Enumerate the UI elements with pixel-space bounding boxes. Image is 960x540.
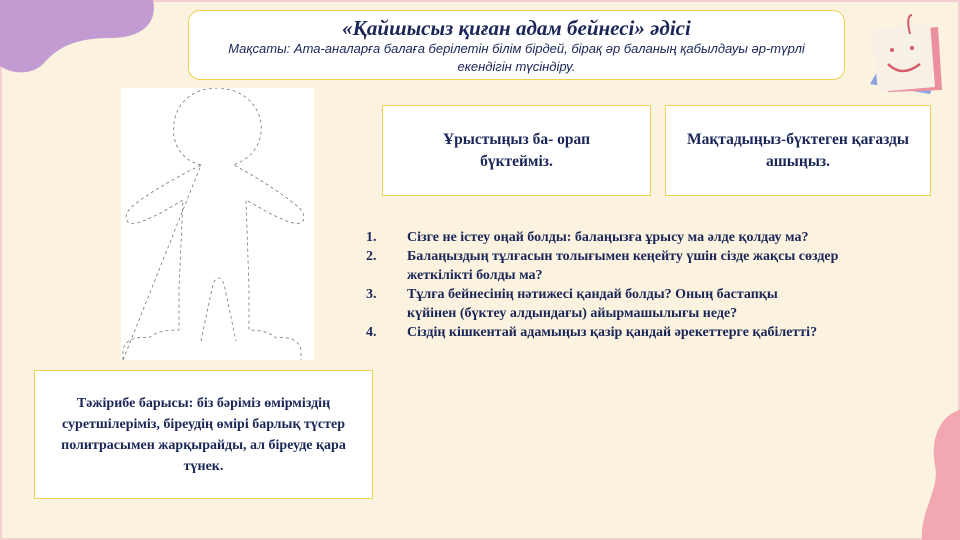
scold-fold-card: [382, 105, 651, 196]
pink-blob-decoration: [900, 410, 960, 540]
list-item: [366, 247, 846, 285]
title-box: [188, 10, 845, 80]
questions-list: [366, 228, 846, 342]
list-item-number: 2.: [366, 249, 377, 264]
list-item-text: Сізге не істеу оңай болды: балаңызға ұрысу ма әлде қолдау ма?: [407, 230, 809, 245]
smiley-sticky-note-icon: [860, 12, 950, 102]
experience-text: Тәжірибе барысы: біз бәріміз өмірміздің суретшілеріміз, біреудің өмірі барлық түстер политрасымен жарқырайды, ал біреуде қара түнек.: [61, 395, 346, 474]
list-item: [366, 228, 846, 247]
praise-unfold-card: [665, 105, 931, 196]
purple-blob-decoration: [0, 0, 160, 80]
experience-card: [34, 370, 373, 499]
list-item: [366, 285, 846, 323]
page-subtitle: Мақсаты: Ата-аналарға балаға берілетін білім бірдей, бірақ әр баланың қабылдауы әр-түрлі екендігін түсіндіру.: [228, 41, 805, 74]
page-title: «Қайшысыз қиған адам бейнесі» әдісі: [342, 16, 691, 40]
list-item-text: Тұлға бейнесінің нәтижесі қандай болды? Оның бастапқы күйінен (бүктеу алдындағы) айырмашылығы неде?: [407, 287, 778, 321]
list-item: [366, 323, 846, 342]
paper-person-cutout-image: [121, 88, 314, 360]
person-outline-icon: [121, 88, 314, 360]
scold-fold-text: Ұрыстыңыз ба- орап бүктейміз.: [442, 130, 591, 170]
praise-unfold-text: Мақтадыңыз-бүктеген қағазды ашыңыз.: [686, 130, 910, 170]
list-item-number: 3.: [366, 287, 377, 302]
list-item-text: Сіздің кішкентай адамыңыз қазір қандай әрекеттерге қабілетті?: [407, 325, 818, 340]
list-item-number: 1.: [366, 230, 377, 245]
list-item-number: 4.: [366, 325, 377, 340]
list-item-text: Балаңыздың тұлғасын толығымен кеңейту үшін сізде жақсы сөздер жеткілікті болды ма?: [407, 249, 839, 283]
